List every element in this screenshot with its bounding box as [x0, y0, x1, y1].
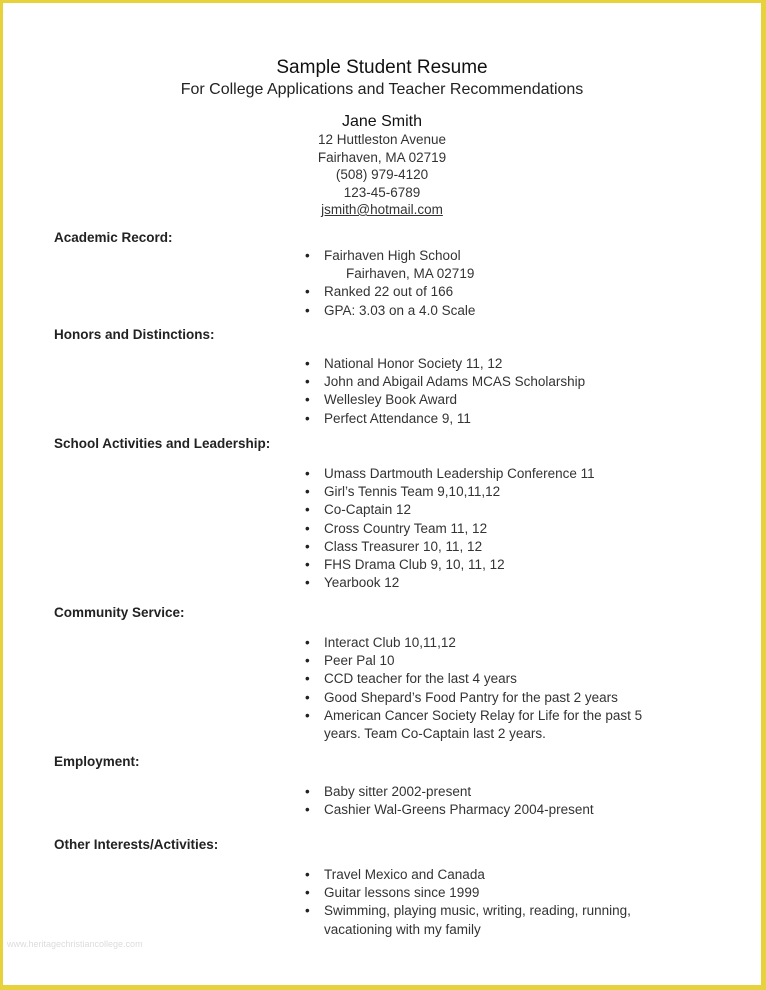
section-title-academic: Academic Record:: [54, 230, 173, 245]
list-item: • Good Shepard’s Food Pantry for the past 2 years: [305, 689, 677, 707]
list-item: • American Cancer Society Relay for Life for the past 5 years. Team Co-Captain last 2 years.: [305, 707, 677, 743]
employment-list: [305, 783, 725, 819]
interests-list: [305, 866, 677, 939]
applicant-name: Jane Smith: [341, 113, 423, 130]
list-item: • Perfect Attendance 9, 11: [305, 410, 725, 428]
list-item: • National Honor Society 11, 12: [305, 355, 725, 373]
academic-list: [305, 247, 725, 320]
list-item: • Swimming, playing music, writing, reading, running, vacationing with my family: [305, 902, 677, 938]
community-list: [305, 634, 677, 743]
list-item: • Baby sitter 2002-present: [305, 783, 725, 801]
list-item: • Yearbook 12: [305, 574, 725, 592]
list-item: Fairhaven, MA 02719: [346, 266, 475, 282]
activities-list: [305, 465, 725, 592]
list-item: • GPA: 3.03 on a 4.0 Scale: [305, 302, 725, 320]
list-item: • FHS Drama Club 9, 10, 11, 12: [305, 556, 725, 574]
list-item: • Wellesley Book Award: [305, 391, 725, 409]
watermark-text: www.heritagechristiancollege.com: [7, 939, 143, 949]
list-item: • CCD teacher for the last 4 years: [305, 670, 677, 688]
list-item: • Umass Dartmouth Leadership Conference 11: [305, 465, 725, 483]
list-item: • John and Abigail Adams MCAS Scholarship: [305, 373, 725, 391]
section-title-community: Community Service:: [54, 605, 185, 620]
resume-page: [3, 3, 761, 985]
list-item: • Fairhaven High School: [305, 247, 725, 265]
section-title-activities: School Activities and Leadership:: [54, 436, 271, 451]
list-item: • Guitar lessons since 1999: [305, 884, 677, 902]
list-item: • Class Treasurer 10, 11, 12: [305, 538, 725, 556]
resume-subtitle: For College Applications and Teacher Recommendations: [180, 81, 584, 98]
list-item: • Cross Country Team 11, 12: [305, 520, 725, 538]
list-item: • Interact Club 10,11,12: [305, 634, 677, 652]
section-title-employment: Employment:: [54, 754, 140, 769]
phone-number: (508) 979-4120: [335, 167, 429, 182]
list-item: • Ranked 22 out of 166: [305, 283, 725, 301]
list-item: • Peer Pal 10: [305, 652, 677, 670]
contact-block: [3, 131, 761, 219]
address-line-2: Fairhaven, MA 02719: [317, 149, 447, 165]
id-number: 123-45-6789: [343, 184, 421, 200]
address-line-1: 12 Huttleston Avenue: [317, 132, 447, 147]
list-item: • Travel Mexico and Canada: [305, 866, 677, 884]
list-item: • Girl’s Tennis Team 9,10,11,12: [305, 483, 725, 501]
list-item: • Co-Captain 12: [305, 501, 725, 519]
section-title-interests: Other Interests/Activities:: [54, 837, 219, 852]
list-item: • Cashier Wal-Greens Pharmacy 2004-present: [305, 801, 725, 819]
resume-title: Sample Student Resume: [276, 57, 488, 78]
section-title-honors: Honors and Distinctions:: [54, 327, 215, 342]
email-link[interactable]: jsmith@hotmail.com: [321, 202, 443, 217]
honors-list: [305, 355, 725, 428]
